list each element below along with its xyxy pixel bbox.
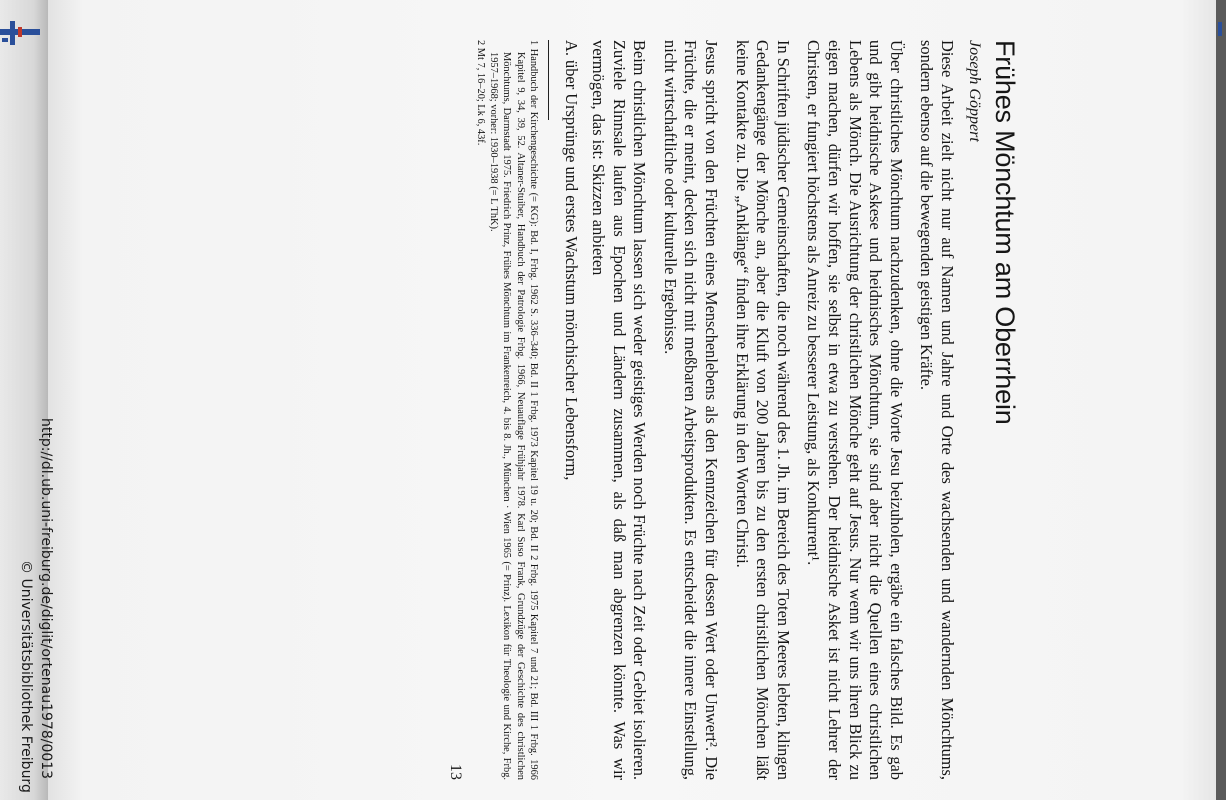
footnote-2: 2 Mt 7, 16–20; Lk 6, 43f. [475, 40, 487, 146]
footnote-divider [548, 40, 549, 120]
section-heading: A. über Ursprünge und erstes Wachstum mönchischer Lebensform, [562, 40, 582, 481]
page-content [60, 40, 1020, 780]
article-title: Frühes Mönchtum am Oberrhein [990, 40, 1020, 425]
copyright-notice: © Universitätsbibliothek Freiburg [18, 560, 34, 793]
paragraph-christian-monasticism: Über christliches Mönchtum nachzudenken, ohne die Worte Jesu beizuholen, ergäbe ein falsches Bild. Es gab und gibt heidnische Askese und heidnisches Mönchtum, sie sind aber nicht die Quellen eines christlichen Lebens als Mönch. Die Ausrichtung der christlichen Mönche geht auf Jesus. Nur wenn wir uns ihren Blick zu eigen machen, dürfen wir hoffen, sie selbst in etwa zu verstehen. Der heidnische Asket ist nicht Lehrer der Christen, er fungiert höchstens als Anreiz zu besserer Leistung, als Konkurrent¹. [804, 40, 906, 780]
footnote-1: 1 Handbuch der Kirchengeschichte (= KG): Bd. I, Frbg. 1962 S. 336–340; Bd. II 1 Frbg. 1973 Kapitel 19 u. 20; Bd. II 2 Frbg. 1975 Kapitel 7 und 21; Bd. III 1 Frbg. 1966 Kapitel 9, 34, 39, 52. Altaner-Stuiber, Handbuch der Patrologie Frbg. 1966, Neuauflage Frühjahr 1978. Karl Suso Frank, Grundzüge der Geschichte des christlichen Mönchtums, Darmstadt 1975. Friedrich Prinz, Frühes Mönchtum im Frankenreich, 4. bis 8. Jh., München · Wien 1965 (= Prinz). Lexikon für Theologie und Kirche, Frbg. 1957–1968; vorher: 1930–1938 (= L ThK). [488, 40, 539, 780]
margin-credit [18, 0, 54, 800]
source-url[interactable]: http://dl.ub.uni-freiburg.de/diglit/ortenau1978/0013 [38, 418, 54, 780]
paragraph-intro: Diese Arbeit zielt nicht nur auf Namen und Jahre und Orte des wachsenden und wandernden Mönchtums, sondern ebenso auf die bewegenden geistigen Kräfte. [917, 40, 957, 780]
scan-edge-mark [1218, 22, 1222, 36]
paragraph-fruits: Jesus spricht von den Früchten eines Menschenlebens als den Kennzeichen für dessen Wert oder Unwert². Die Früchte, die er meint, decken sich nicht mit meßbaren Arbeitsprodukten. Es entscheidet die innere Einstellung, nicht wirtschaftliche oder kulturelle Ergebnisse. [660, 40, 722, 780]
right-margin-strip [1216, 0, 1226, 800]
page-number: 13 [446, 764, 464, 780]
paragraph-jewish-communities: In Schriften jüdischer Gemeinschaften, die noch während des 1. Jh. im Bereich des Toten Meeres lebten, klingen Gedankengänge der Mönche an, aber die Kluft von 200 Jahren bis zu den ersten christlichen Mönchen läßt keine Kontakte zu. Die „Anklänge“ finden ihre Erklärung in den Worten Christi. [732, 40, 793, 780]
article-author: Joseph Göppert [966, 40, 983, 142]
paragraph-sketches: Beim christlichen Mönchtum lassen sich weder geistiges Werden noch Früchte nach Zeit oder Gebiet isolieren. Zuviele Rinnsale laufen aus Epochen und Ländern zusammen, als daß man abgrenzen könnte. Was wir vermögen, das ist: Skizzen anbieten [589, 40, 650, 780]
